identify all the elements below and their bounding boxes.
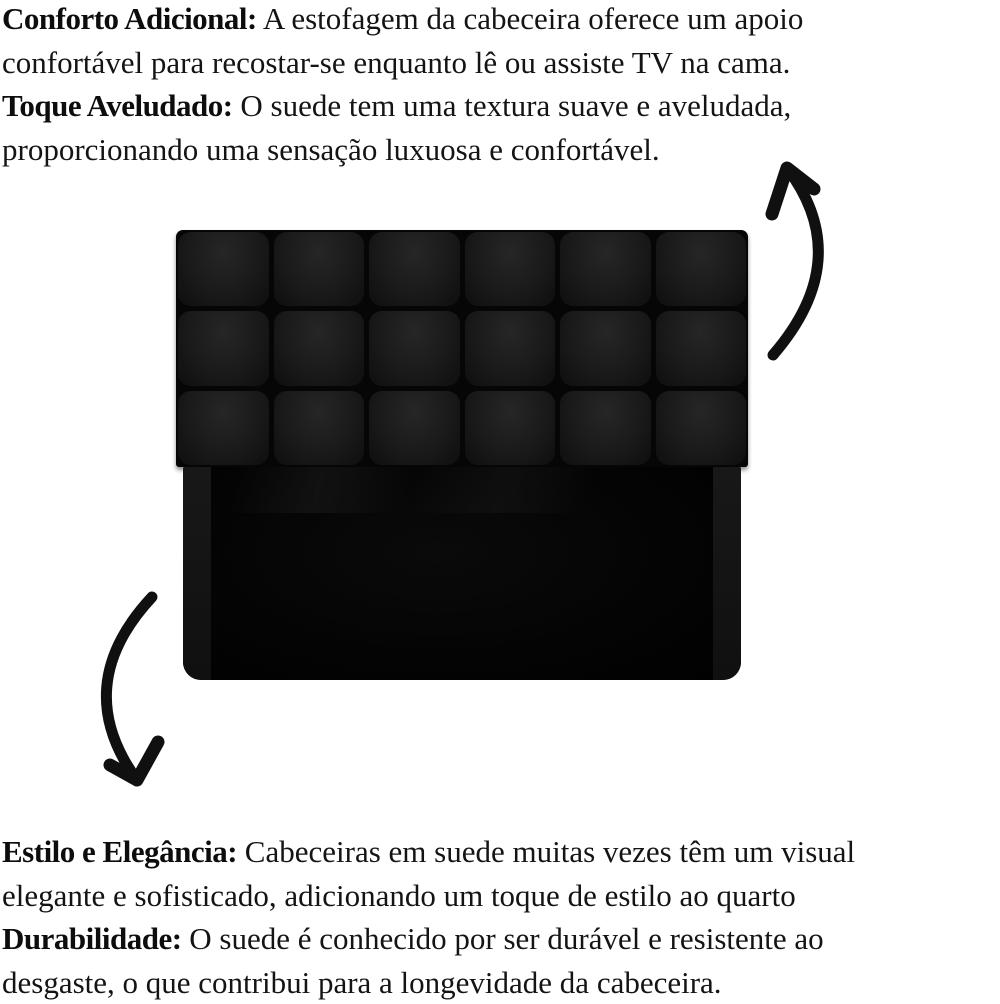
feature-description: elegante e sofisticado, adicionando um toque de estilo ao quarto bbox=[2, 878, 796, 913]
curved-arrow-up-icon bbox=[750, 152, 860, 367]
curved-arrow-down-icon bbox=[58, 583, 178, 798]
tuft-cell bbox=[560, 391, 651, 465]
tufted-panel bbox=[176, 230, 748, 467]
feature-label: Durabilidade: bbox=[2, 921, 182, 956]
feature-label: Estilo e Elegância: bbox=[2, 834, 237, 869]
text-line bbox=[2, 917, 998, 961]
feature-description: O suede tem uma textura suave e aveludada, bbox=[233, 88, 792, 123]
tuft-cell bbox=[178, 391, 269, 465]
tuft-cell bbox=[178, 311, 269, 385]
text-line bbox=[2, 41, 998, 85]
feature-description: desgaste, o que contribui para a longevidade da cabeceira. bbox=[2, 965, 722, 1000]
feature-text-top bbox=[2, 0, 998, 171]
tuft-cell bbox=[560, 232, 651, 306]
tuft-cell bbox=[369, 311, 460, 385]
text-line bbox=[2, 961, 998, 1004]
tuft-cell bbox=[369, 391, 460, 465]
tuft-cell bbox=[274, 311, 365, 385]
text-line bbox=[2, 84, 998, 128]
feature-label: Conforto Adicional: bbox=[2, 1, 257, 36]
feature-text-bottom bbox=[2, 830, 998, 1004]
text-line bbox=[2, 0, 998, 41]
base-center-panel bbox=[211, 467, 713, 680]
tuft-cell bbox=[465, 311, 556, 385]
feature-description: A estofagem da cabeceira oferece um apoio bbox=[257, 1, 804, 36]
tuft-cell bbox=[656, 311, 747, 385]
headboard-image bbox=[180, 230, 744, 680]
tuft-cell bbox=[656, 391, 747, 465]
feature-description: proporcionando uma sensação luxuosa e confortável. bbox=[2, 132, 660, 167]
base-left-leg bbox=[183, 467, 211, 680]
tuft-cell bbox=[369, 232, 460, 306]
tuft-cell bbox=[465, 391, 556, 465]
feature-description: O suede é conhecido por ser durável e resistente ao bbox=[182, 921, 824, 956]
tuft-cell bbox=[274, 232, 365, 306]
text-line bbox=[2, 830, 998, 874]
text-line bbox=[2, 874, 998, 918]
tuft-cell bbox=[656, 232, 747, 306]
base-right-leg bbox=[713, 467, 741, 680]
feature-description: Cabeceiras em suede muitas vezes têm um visual bbox=[237, 834, 855, 869]
tuft-cell bbox=[465, 232, 556, 306]
feature-description: confortável para recostar-se enquanto lê ou assiste TV na cama. bbox=[2, 45, 790, 80]
headboard-base bbox=[183, 467, 741, 680]
tuft-cell bbox=[178, 232, 269, 306]
feature-label: Toque Aveludado: bbox=[2, 88, 233, 123]
tuft-cell bbox=[560, 311, 651, 385]
tuft-cell bbox=[274, 391, 365, 465]
